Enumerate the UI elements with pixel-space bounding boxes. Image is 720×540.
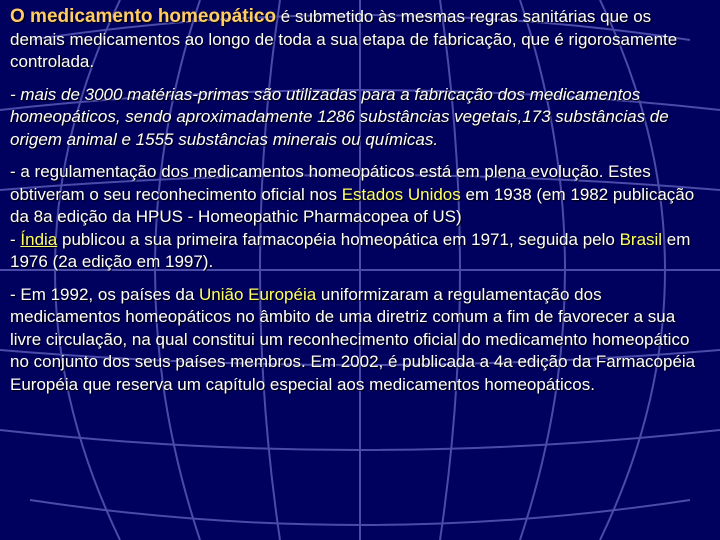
regulation-text-a: - a regulamentação dos medicamentos homeopáticos está em plena evolução. Estes obtiveram o seu reconhecimento oficial nos bbox=[10, 162, 651, 204]
regulation-text-d: publicou a sua primeira farmacopéia homeopática em 1971, seguida pelo bbox=[57, 229, 620, 249]
eu-text-b: uniformizaram a regulamentação dos medicamentos homeopáticos no âmbito de uma diretriz comum a fim de favorecer a sua livre circulação, na qual constitui um reconhecimento oficial do medicamento homeopático no conjunto dos seus países membros. Em 2002, é publicada a 4a edição da Farmacopéia Européia que reserva um capítulo especial aos medicamentos homeopáticos. bbox=[10, 284, 696, 394]
regulation-text-c: - bbox=[10, 229, 21, 249]
slide-body bbox=[10, 6, 710, 406]
link-brasil[interactable]: Brasil bbox=[619, 229, 663, 249]
link-estados-unidos[interactable]: Estados Unidos bbox=[341, 184, 461, 204]
paragraph-regulation bbox=[10, 161, 710, 274]
raw-materials-text: - mais de 3000 matérias-primas são utilizadas para a fabricação dos medicamentos homeopáticos, sendo aproximadamente 1286 substâncias vegetais,173 substâncias de origem animal e 1555 substâncias minerais ou químicas. bbox=[10, 84, 669, 149]
link-india[interactable]: Índia bbox=[20, 229, 58, 249]
paragraph-intro bbox=[10, 6, 710, 74]
regulation-text-b: em 1938 (em 1982 publicação da 8a edição da HPUS - Homeopathic Pharmacopea of US) bbox=[10, 184, 695, 226]
link-uniao-europeia[interactable]: União Européia bbox=[199, 284, 317, 304]
regulation-text-e: em 1976 (2a edição em 1997). bbox=[10, 229, 691, 271]
intro-text: é submetido às mesmas regras sanitárias que os demais medicamentos ao longo de toda a sua etapa de fabricação, que é rigorosamente controlada. bbox=[10, 7, 678, 71]
paragraph-raw-materials bbox=[10, 84, 710, 152]
slide-heading: O medicamento homeopático bbox=[10, 6, 277, 27]
paragraph-european-union bbox=[10, 284, 710, 397]
eu-text-a: - Em 1992, os países da bbox=[10, 284, 199, 304]
